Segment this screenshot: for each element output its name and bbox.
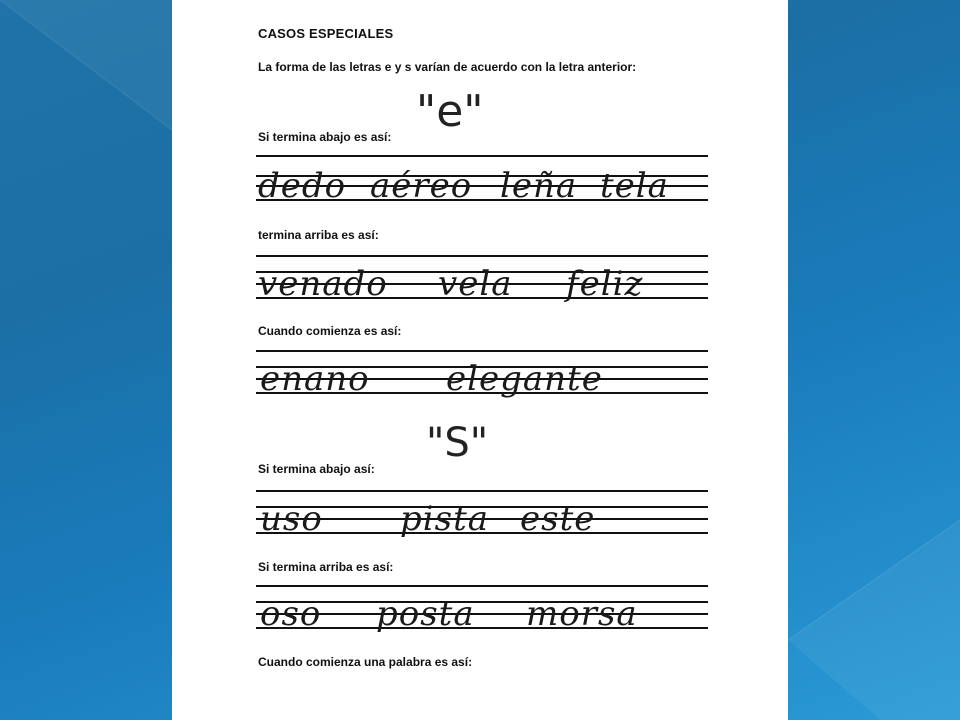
- word-feliz: feliz: [566, 264, 644, 304]
- word-elegante: elegante: [446, 359, 603, 399]
- section-label-4: Si termina abajo así:: [258, 462, 375, 476]
- word-venado: venado: [258, 264, 388, 304]
- word-dedo: dedo: [258, 166, 347, 206]
- writing-lines-4: [256, 490, 708, 546]
- intro-text: La forma de las letras e y s varían de acuerdo con la letra anterior:: [258, 60, 637, 74]
- word-lena: leña: [500, 166, 578, 206]
- word-morsa: morsa: [526, 594, 638, 634]
- writing-lines-3: [256, 350, 708, 406]
- word-pista: pista: [400, 499, 490, 539]
- word-posta: posta: [376, 594, 475, 634]
- word-oso: oso: [260, 594, 322, 634]
- worksheet-title: CASOS ESPECIALES: [258, 26, 394, 41]
- word-aereo: aéreo: [370, 166, 473, 206]
- word-uso: uso: [260, 499, 323, 539]
- word-este: este: [520, 499, 596, 539]
- section-label-6: Cuando comienza una palabra es así:: [258, 655, 473, 669]
- word-tela: tela: [600, 166, 669, 206]
- letter-e-heading: "e": [416, 86, 484, 137]
- section-label-3: Cuando comienza es así:: [258, 324, 402, 338]
- section-label-2: termina arriba es así:: [258, 228, 379, 242]
- writing-lines-5: [256, 585, 708, 641]
- letter-s-heading: "S": [426, 420, 489, 466]
- writing-lines-2: [256, 255, 708, 311]
- writing-lines-1: [256, 155, 708, 211]
- word-vela: vela: [438, 264, 513, 304]
- section-label-5: Si termina arriba es así:: [258, 560, 394, 574]
- word-enano: enano: [260, 359, 370, 399]
- section-label-1: Si termina abajo es así:: [258, 130, 392, 144]
- worksheet-page: [172, 0, 788, 720]
